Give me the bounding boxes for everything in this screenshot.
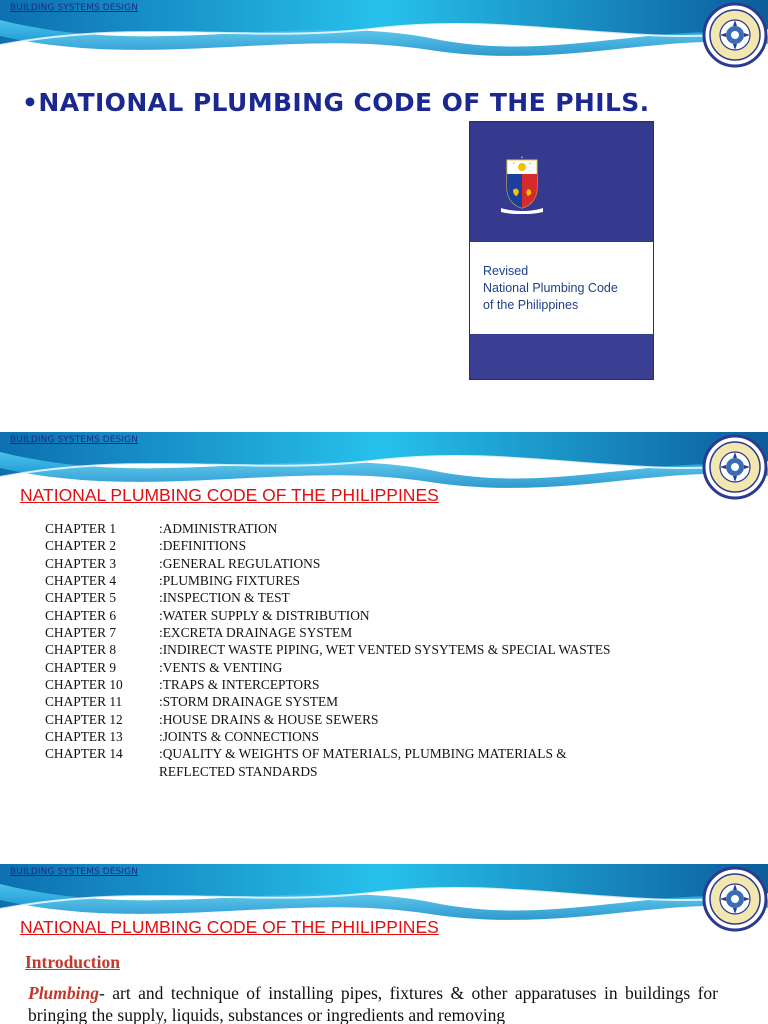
book-cover-line-2: National Plumbing Code <box>483 281 618 295</box>
book-cover-bottom <box>470 334 653 380</box>
chapter-row <box>45 572 745 589</box>
philippine-coat-of-arms-icon <box>493 152 551 214</box>
chapter-row <box>45 555 745 572</box>
chapter-title: :TRAPS & INTERCEPTORS <box>159 677 320 693</box>
slide-3 <box>0 864 768 1024</box>
chapter-title: :VENTS & VENTING <box>159 659 283 675</box>
chapter-number: CHAPTER 2 <box>45 538 117 554</box>
chapter-row <box>45 676 745 693</box>
chapter-title: :ADMINISTRATION <box>159 521 278 536</box>
chapter-row <box>45 745 745 780</box>
introduction-paragraph <box>28 982 718 1024</box>
chapter-row <box>45 520 745 537</box>
chapter-title: :GENERAL REGULATIONS <box>159 555 321 571</box>
chapter-row <box>45 607 745 624</box>
header-label: BUILDING SYSTEMS DESIGN <box>10 435 139 445</box>
chapter-title: :WATER SUPPLY & DISTRIBUTION <box>159 607 370 623</box>
slide-3-title: NATIONAL PLUMBING CODE OF THE PHILIPPINES <box>20 917 439 937</box>
chapter-number: CHAPTER 6 <box>45 607 117 623</box>
chapter-title: :EXCRETA DRAINAGE SYSTEM <box>159 625 353 641</box>
chapter-number: CHAPTER 9 <box>45 659 117 675</box>
book-cover-image <box>469 121 654 380</box>
slide-2 <box>0 432 768 864</box>
university-seal-icon <box>702 2 768 68</box>
chapter-number: CHAPTER 5 <box>45 590 117 606</box>
chapter-row <box>45 589 745 606</box>
chapter-title: :HOUSE DRAINS & HOUSE SEWERS <box>159 711 379 727</box>
title-text: NATIONAL PLUMBING CODE OF THE PHILS. <box>38 88 650 117</box>
chapter-number: CHAPTER 11 <box>45 694 123 710</box>
chapter-list <box>45 520 745 780</box>
chapter-title: :INDIRECT WASTE PIPING, WET VENTED SYSYTEMS & SPECIAL WASTES <box>159 642 611 658</box>
book-cover-text <box>483 263 648 314</box>
book-cover-line-1: Revised <box>483 264 529 278</box>
chapter-number: CHAPTER 14 <box>45 746 123 762</box>
chapter-row <box>45 711 745 728</box>
chapter-number: CHAPTER 8 <box>45 642 117 658</box>
chapter-number: CHAPTER 1 <box>45 521 117 536</box>
book-cover-line-3: of the Philippines <box>483 298 579 312</box>
plumbing-definition: - art and technique of installing pipes, fixtures & other apparatuses in buildings for bringing the supply, liquids, substances or ingredients and removing <box>28 983 718 1024</box>
university-seal-icon <box>702 434 768 500</box>
chapter-row <box>45 659 745 676</box>
university-seal-icon <box>702 866 768 932</box>
chapter-row <box>45 537 745 554</box>
header-label: BUILDING SYSTEMS DESIGN <box>10 3 139 13</box>
chapter-row <box>45 641 745 658</box>
chapter-title: :STORM DRAINAGE SYSTEM <box>159 694 339 710</box>
chapter-row <box>45 728 745 745</box>
introduction-heading: Introduction <box>25 952 120 972</box>
plumbing-term: Plumbing <box>28 983 99 1003</box>
chapter-number: CHAPTER 3 <box>45 555 117 571</box>
chapter-number: CHAPTER 7 <box>45 625 117 641</box>
title-bullet: • <box>22 88 39 117</box>
chapter-number: CHAPTER 12 <box>45 711 123 727</box>
chapter-title: :QUALITY & WEIGHTS OF MATERIALS, PLUMBING MATERIALS & REFLECTED STANDARDS <box>159 746 567 779</box>
chapter-number: CHAPTER 13 <box>45 729 123 745</box>
header-label: BUILDING SYSTEMS DESIGN <box>10 867 139 877</box>
chapter-row <box>45 624 745 641</box>
chapter-title: :INSPECTION & TEST <box>159 590 290 606</box>
chapter-title: :JOINTS & CONNECTIONS <box>159 729 319 745</box>
slide-1-title <box>22 88 650 117</box>
slide-2-title: NATIONAL PLUMBING CODE OF THE PHILIPPINES <box>20 485 439 505</box>
chapter-number: CHAPTER 10 <box>45 677 123 693</box>
chapter-row <box>45 693 745 710</box>
slide-1 <box>0 0 768 432</box>
chapter-number: CHAPTER 4 <box>45 573 117 589</box>
chapter-title: :PLUMBING FIXTURES <box>159 573 300 589</box>
chapter-title: :DEFINITIONS <box>159 538 247 554</box>
